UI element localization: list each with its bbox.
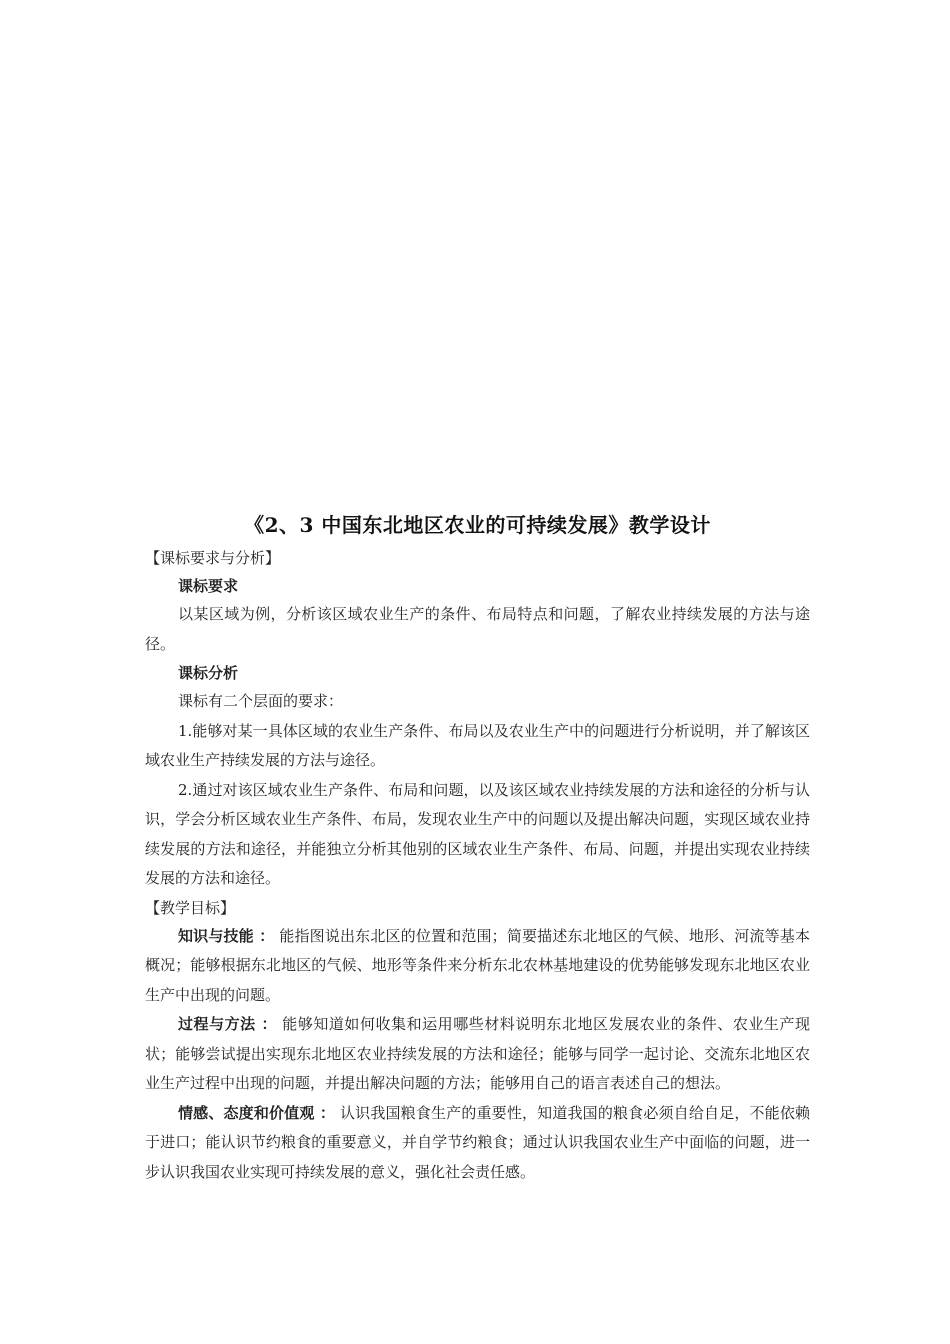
document-title: 《2、3 中国东北地区农业的可持续发展》教学设计: [244, 513, 711, 537]
subheading-standard-analysis: 课标分析: [178, 664, 239, 682]
paragraph-goal-values: [145, 1099, 810, 1188]
goal-knowledge-label: 知识与技能 ：: [178, 926, 275, 945]
goal-values-text: 认识我国粮食生产的重要性，知道我国的粮食必须自给自足，不能依赖于进口；能认识节约粮食的重要意义，并自学节约粮食；通过认识我国农业生产中面临的问题，进一步认识我国农业实现可持续发展的意义，强化社会责任感。: [145, 1103, 810, 1181]
paragraph-analysis-intro: 课标有二个层面的要求：: [178, 692, 344, 710]
subheading-standard-requirements: 课标要求: [178, 577, 239, 595]
paragraph-analysis-item-1: 1.能够对某一具体区域的农业生产条件、布局以及农业生产中的问题进行分析说明，并了解该区域农业生产持续发展的方法与途径。: [145, 721, 810, 769]
section-heading-standards: 【课标要求与分析】: [145, 549, 281, 567]
document-body: [145, 508, 810, 1187]
goal-process-label: 过程与方法 ：: [178, 1015, 277, 1033]
section-heading-teaching-goals: 【教学目标】: [145, 898, 236, 917]
paragraph-goal-process: [145, 1010, 810, 1099]
paragraph-analysis-item-2: 2.通过对该区域农业生产条件、布局和问题，以及该区域农业持续发展的方法和途径的分析与认识，学会分析区域农业生产条件、布局，发现农业生产中的问题以及提出解决问题，实现区域农业持续发展的方法和途径，并能独立分析其他别的区域农业生产条件、布局、问题，并提出实现农业持续发展的方法和途径。: [145, 780, 810, 887]
paragraph-standard-requirements: 以某区域为例，分析该区域农业生产的条件、布局特点和问题，了解农业持续发展的方法与途径。: [145, 605, 810, 653]
goal-knowledge-text: 能指图说出东北区的位置和范围；简要描述东北地区的气候、地形、河流等基本概况；能够根据东北地区的气候、地形等条件来分析东北农林基地建设的优势能够发现东北地区农业生产中出现的问题。: [145, 926, 810, 1004]
goal-process-text: 能够知道如何收集和运用哪些材料说明东北地区发展农业的条件、农业生产现状；能够尝试提出实现东北地区农业持续发展的方法和途径；能够与同学一起讨论、交流东北地区农业生产过程中出现的问题，并提出解决问题的方法；能够用自己的语言表述自己的想法。: [145, 1015, 810, 1092]
paragraph-goal-knowledge: [145, 922, 810, 1011]
goal-values-label: 情感、态度和价值观 ：: [178, 1103, 336, 1122]
